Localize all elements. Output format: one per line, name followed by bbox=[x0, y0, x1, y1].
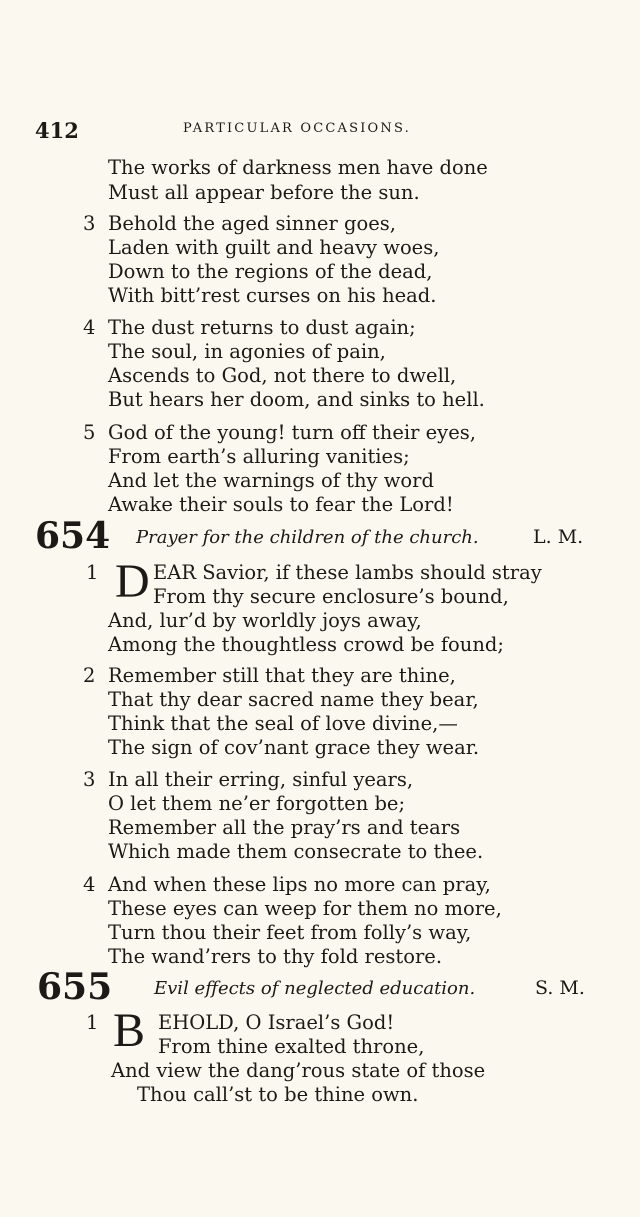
verse-line: O let them ne’er forgotten be; bbox=[108, 792, 406, 815]
drop-cap: D bbox=[115, 555, 150, 608]
verse-line: The dust returns to dust again; bbox=[108, 316, 416, 339]
verse-line: EHOLD, O Israel’s God! bbox=[158, 1011, 395, 1034]
verse-line: Remember all the pray’rs and tears bbox=[108, 816, 461, 839]
verse-line: These eyes can weep for them no more, bbox=[108, 897, 502, 920]
stanza-number: 4 bbox=[83, 873, 96, 896]
verse-line: From earth’s alluring vanities; bbox=[108, 445, 410, 468]
page-number: 412 bbox=[35, 118, 79, 143]
verse-line: Down to the regions of the dead, bbox=[108, 260, 433, 283]
verse-line: From thy secure enclosure’s bound, bbox=[153, 585, 509, 608]
verse-line: The sign of cov’nant grace they wear. bbox=[108, 736, 480, 759]
stanza-number: 2 bbox=[83, 664, 96, 687]
continuation-line: The works of darkness men have done bbox=[108, 156, 488, 179]
verse-line: The wand’rers to thy fold restore. bbox=[108, 945, 443, 968]
continuation-line: Must all appear before the sun. bbox=[108, 181, 420, 204]
stanza-number: 4 bbox=[83, 316, 96, 339]
verse-line: The soul, in agonies of pain, bbox=[108, 340, 386, 363]
verse-line: Turn thou their feet from folly’s way, bbox=[108, 921, 472, 944]
stanza-number: 1 bbox=[86, 1011, 99, 1034]
verse-line: Which made them consecrate to thee. bbox=[108, 840, 484, 863]
stanza-number: 1 bbox=[86, 561, 99, 584]
stanza-number: 5 bbox=[83, 421, 96, 444]
hymn-title: Prayer for the children of the church. bbox=[136, 527, 479, 548]
stanza-number: 3 bbox=[83, 768, 96, 791]
verse-line: Laden with guilt and heavy woes, bbox=[108, 236, 440, 259]
verse-line: Behold the aged sinner goes, bbox=[108, 212, 396, 235]
verse-line: And when these lips no more can pray, bbox=[108, 873, 491, 896]
hymn-title: Evil effects of neglected education. bbox=[154, 978, 476, 999]
verse-line: In all their erring, sinful years, bbox=[108, 768, 414, 791]
verse-line: And let the warnings of thy word bbox=[108, 469, 434, 492]
drop-cap: B bbox=[113, 1004, 146, 1057]
stanza-number: 3 bbox=[83, 212, 96, 235]
verse-line: Thou call’st to be thine own. bbox=[137, 1083, 419, 1106]
running-head: PARTICULAR OCCASIONS. bbox=[183, 121, 411, 136]
verse-line: EAR Savior, if these lambs should stray bbox=[153, 561, 542, 584]
verse-line: From thine exalted throne, bbox=[158, 1035, 425, 1058]
verse-line: Awake their souls to fear the Lord! bbox=[108, 493, 454, 516]
verse-line: And view the dang’rous state of those bbox=[111, 1059, 486, 1082]
hymn-meter: S. M. bbox=[535, 977, 585, 999]
verse-line: But hears her doom, and sinks to hell. bbox=[108, 388, 485, 411]
verse-line: God of the young! turn off their eyes, bbox=[108, 421, 476, 444]
verse-line: Among the thoughtless crowd be found; bbox=[108, 633, 504, 656]
hymn-number: 655 bbox=[37, 966, 113, 1008]
verse-line: With bitt’rest curses on his head. bbox=[108, 284, 437, 307]
verse-line: That thy dear sacred name they bear, bbox=[108, 688, 479, 711]
hymn-number: 654 bbox=[35, 515, 111, 557]
verse-line: Ascends to God, not there to dwell, bbox=[108, 364, 457, 387]
verse-line: And, lur’d by worldly joys away, bbox=[108, 609, 422, 632]
hymn-meter: L. M. bbox=[533, 526, 584, 548]
verse-line: Think that the seal of love divine,— bbox=[108, 712, 458, 735]
verse-line: Remember still that they are thine, bbox=[108, 664, 456, 687]
